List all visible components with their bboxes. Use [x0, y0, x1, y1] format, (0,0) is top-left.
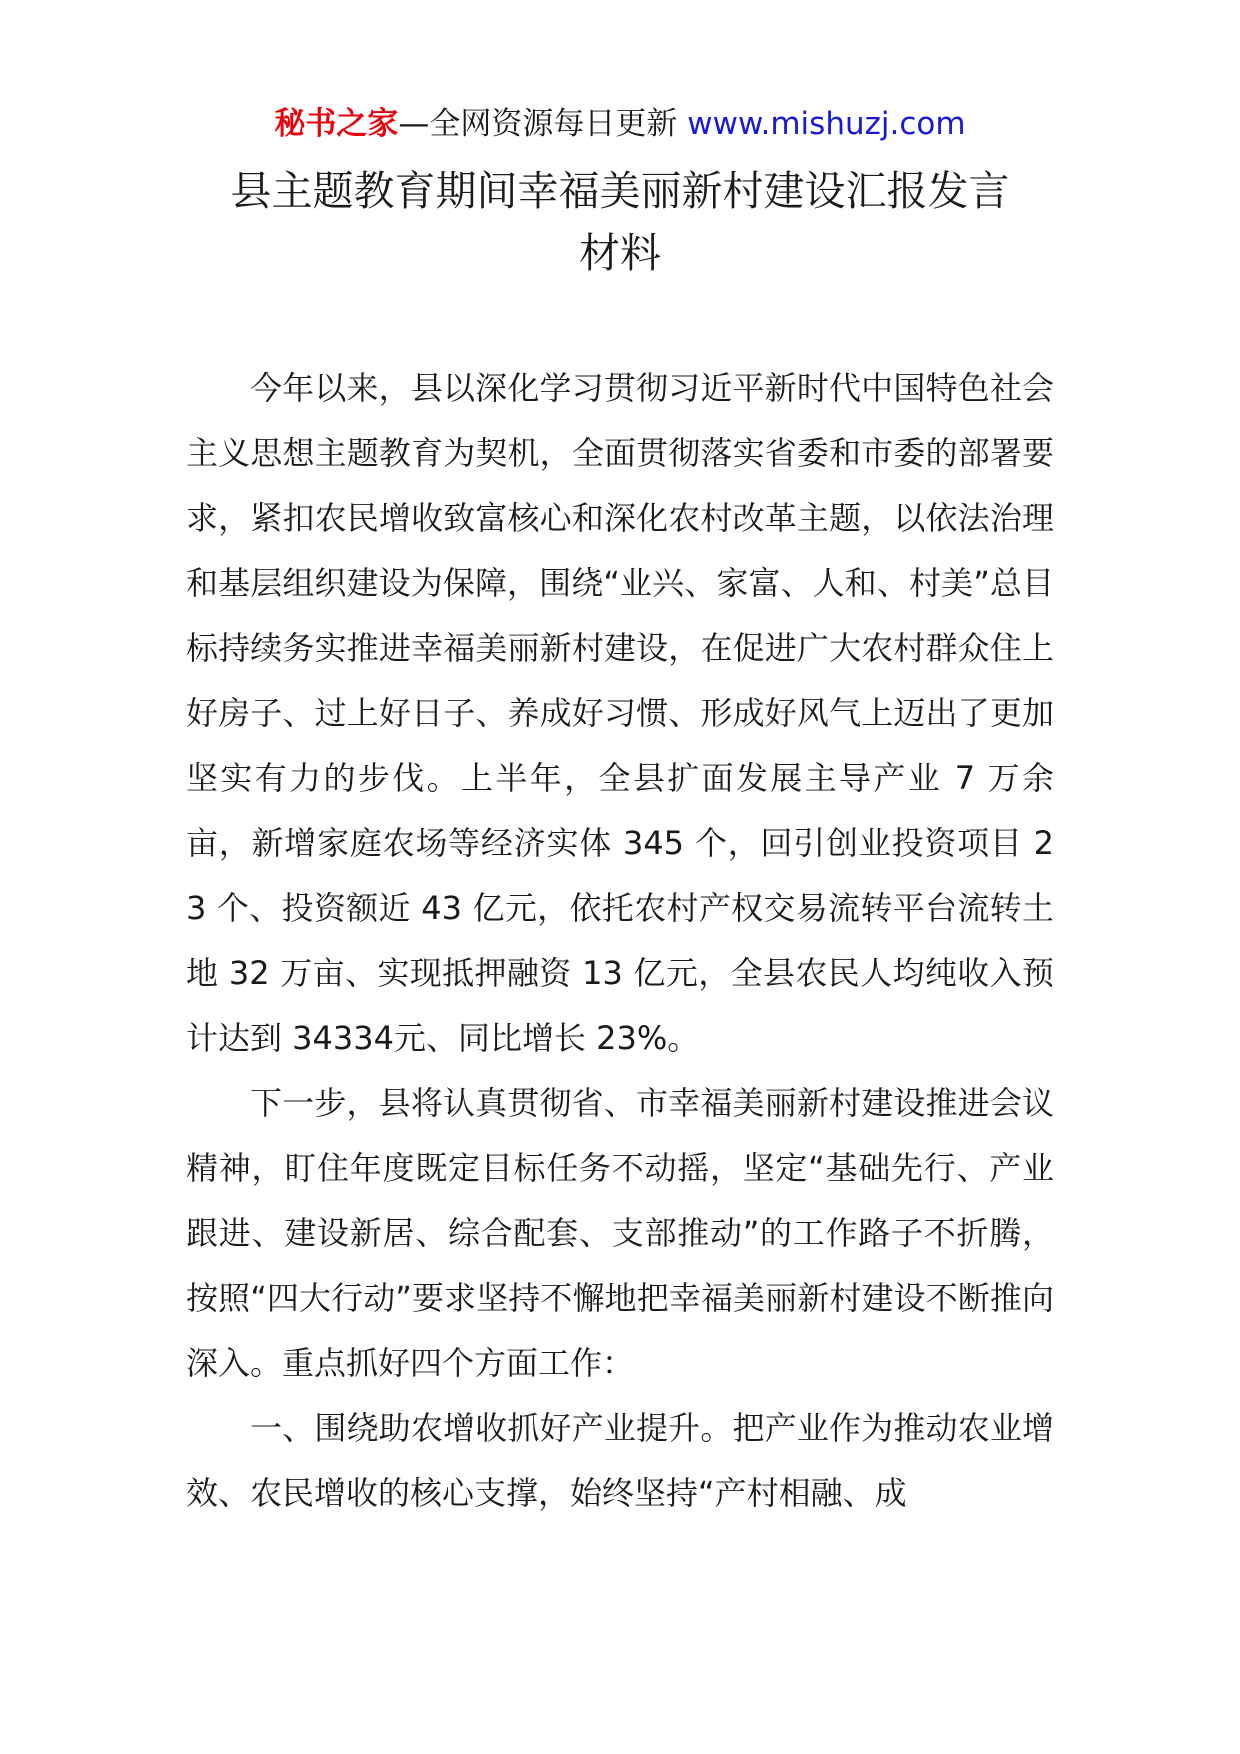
title-line-1: 县主题教育期间幸福美丽新村建设汇报发言 [230, 167, 1010, 215]
paragraph-1: 今年以来，县以深化学习贯彻习近平新时代中国特色社会主义思想主题教育为契机，全面贯彻落实省委和市委的部署要求，紧扣农民增收致富核心和深化农村改革主题，以依法治理和基层组织建设为保障，围绕“业兴、家富、人和、村美”总目标持续务实推进幸福美丽新村建设，在促进广大农村群众住上好房子、过上好日子、养成好习惯、形成好风气上迈出了更加坚实有力的步伐。上半年，全县扩面发展主导产业 7 万余亩，新增家庭农场等经济实体 345 个，回引创业投资项目 23 个、投资额近 43 亿元，依托农村产权交易流转平台流转土地 32 万亩、实现抵押融资 13 亿元，全县农民人均纯收入预计达到 34334元、同比增长 23%。 [186, 369, 1054, 1057]
title-line-2: 材料 [579, 229, 661, 277]
header-slogan: —全网资源每日更新 [398, 106, 678, 142]
site-header [0, 102, 1240, 146]
paragraph-2: 下一步，县将认真贯彻省、市幸福美丽新村建设推进会议精神，盯住年度既定目标任务不动摇，坚定“基础先行、产业跟进、建设新居、综合配套、支部推动”的工作路子不折腾，按照“四大行动”要求坚持不懈地把幸福美丽新村建设不断推向深入。重点抓好四个方面工作： [186, 1084, 1054, 1382]
document-body [186, 356, 1054, 1526]
document-title [0, 160, 1240, 284]
site-url-link[interactable]: www.mishuzj.com [687, 106, 966, 142]
paragraph-3: 一、围绕助农增收抓好产业提升。把产业作为推动农业增效、农民增收的核心支撑，始终坚持“产村相融、成 [186, 1409, 1054, 1512]
brand-name: 秘书之家 [274, 106, 399, 142]
